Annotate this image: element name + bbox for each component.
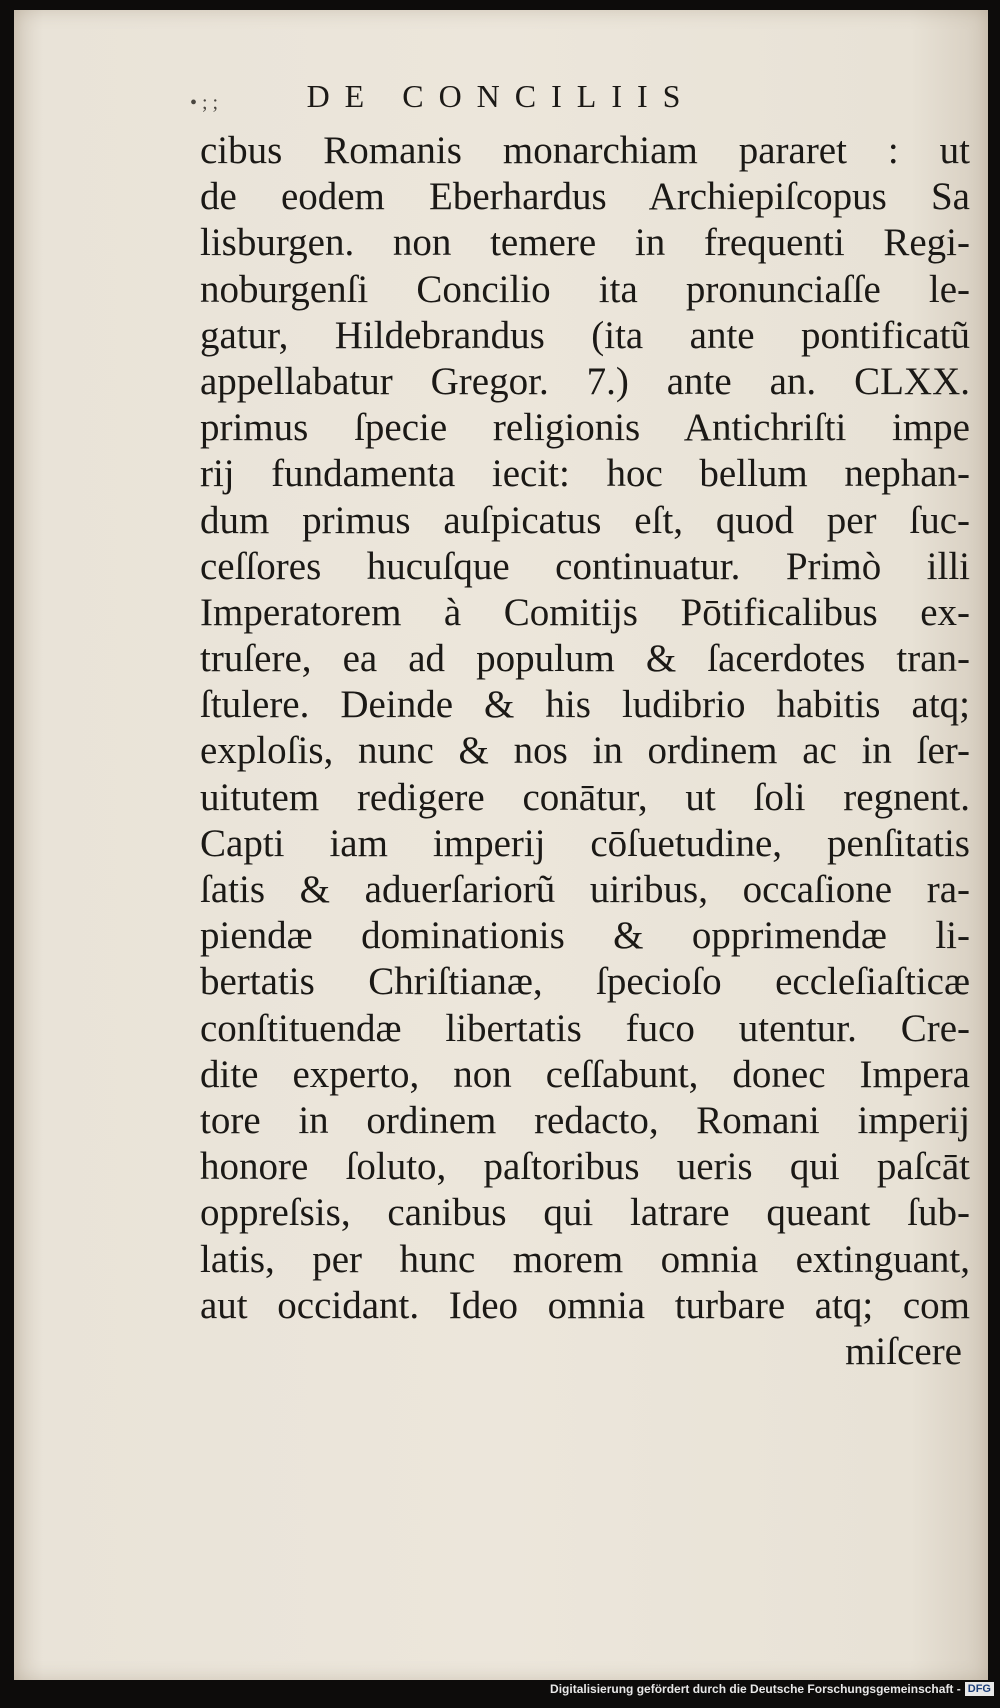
text-line: latis, per hunc morem omnia extinguant,: [200, 1237, 970, 1281]
text-line: de eodem Eberhardus Archiepiſcopus Sa: [200, 175, 970, 219]
text-line: Imperatorem à Comitĳs Pōtificalibus ex-: [200, 590, 970, 634]
text-line: honore ſoluto, paſtoribus ueris qui paſcāt: [200, 1145, 970, 1189]
text-line: rĳ fundamenta iecit: hoc bellum nephan-: [200, 452, 970, 496]
text-line: cibus Romanis monarchiam pararet : ut: [200, 129, 970, 172]
text-line: piendæ dominationis & opprimendæ li-: [200, 914, 970, 958]
text-line: exploſis, nunc & nos in ordinem ac in ſer-: [200, 729, 970, 773]
catchword: miſcere: [845, 1329, 962, 1373]
text-line: truſere, ea ad populum & ſacerdotes tran-: [200, 637, 970, 681]
text-line: dum primus auſpicatus eſt, quod per ſuc-: [200, 498, 970, 542]
text-line: uitutem redigere conātur, ut ſoli regnent.: [200, 775, 970, 819]
text-line: Capti iam imperĳ cōſuetudine, penſitatis: [200, 821, 970, 865]
text-line: ſtulere. Deinde & his ludibrio habitis atq;: [200, 683, 970, 727]
dfg-logo: DFG: [965, 1682, 994, 1696]
text-line: noburgenſi Concilio ita pronunciaſſe le-: [200, 267, 970, 311]
text-line: aut occidant. Ideo omnia turbare atq; com: [200, 1283, 970, 1327]
text-line: ceſſores hucuſque continuatur. Primò illi: [200, 544, 970, 588]
text-line: primus ſpecie religionis Antichriſti impe: [200, 406, 970, 450]
running-header: DE CONCILIIS: [306, 78, 696, 114]
digitization-credit: [550, 1680, 1000, 1698]
text-line: tore in ordinem redacto, Romani imperĳ: [200, 1098, 970, 1142]
text-line: appellabatur Gregor. 7.) ante an. CLXX.: [200, 359, 970, 403]
credit-text: Digitalisierung gefördert durch die Deutsche Forschungsgemeinschaft -: [550, 1682, 961, 1696]
text-line: dite experto, non ceſſabunt, donec Impera: [200, 1052, 970, 1096]
margin-marks: • ; ;: [190, 92, 219, 114]
text-line: oppreſsis, canibus qui latrare queant ſub-: [200, 1191, 970, 1235]
text-line: bertatis Chriſtianæ, ſpecioſo eccleſiaſticæ: [200, 960, 970, 1004]
text-line: conſtituendæ libertatis fuco utentur. Cre-: [200, 1006, 970, 1050]
body-text: [200, 128, 970, 1375]
book-page: [14, 10, 988, 1680]
text-line: gatur, Hildebrandus (ita ante pontificatũ: [200, 313, 970, 357]
text-line: ſatis & aduerſariorũ uiribus, occaſione ra-: [200, 868, 970, 911]
text-line: lisburgen. non temere in frequenti Regi-: [200, 221, 970, 265]
